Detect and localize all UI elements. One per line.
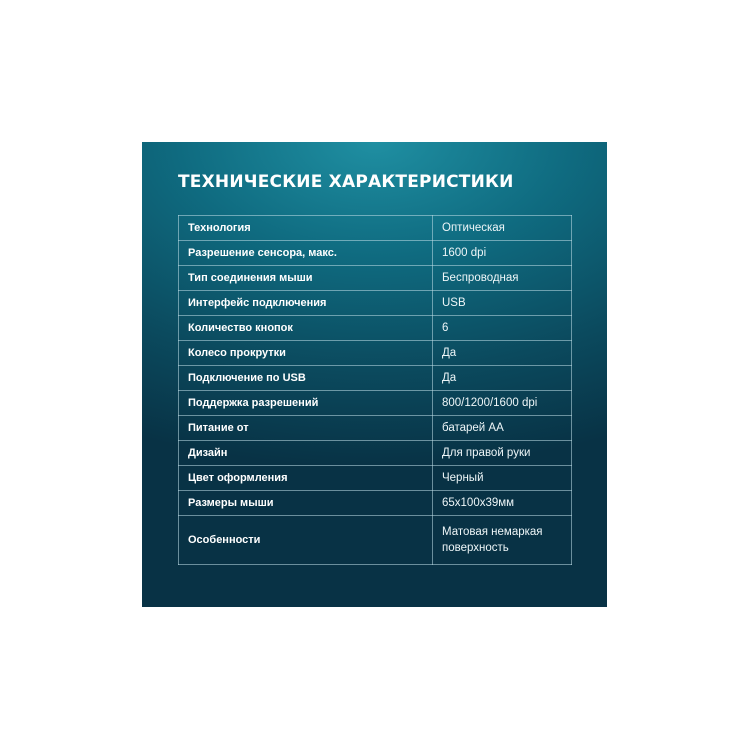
spec-card (142, 142, 607, 607)
page-title: ТЕХНИЧЕСКИЕ ХАРАКТЕРИСТИКИ (178, 172, 514, 192)
spec-key: Количество кнопок (179, 316, 433, 341)
spec-value: Для правой руки (433, 441, 572, 466)
spec-key: Питание от (179, 416, 433, 441)
spec-value: батарей АА (433, 416, 572, 441)
spec-value: 65х100х39мм (433, 491, 572, 516)
table-row (179, 391, 572, 416)
spec-key: Интерфейс подключения (179, 291, 433, 316)
spec-key: Цвет оформления (179, 466, 433, 491)
spec-value: Да (433, 366, 572, 391)
table-row (179, 216, 572, 241)
spec-value: 800/1200/1600 dpi (433, 391, 572, 416)
spec-value: Беспроводная (433, 266, 572, 291)
table-row (179, 441, 572, 466)
spec-key: Технология (179, 216, 433, 241)
table-row (179, 466, 572, 491)
table-row (179, 241, 572, 266)
spec-key: Дизайн (179, 441, 433, 466)
table-row (179, 291, 572, 316)
table-row (179, 366, 572, 391)
table-row (179, 516, 572, 565)
spec-value: USB (433, 291, 572, 316)
table-row (179, 341, 572, 366)
spec-key: Разрешение сенсора, макс. (179, 241, 433, 266)
spec-key: Подключение по USB (179, 366, 433, 391)
spec-value: Матовая немаркая поверхность (433, 516, 572, 565)
spec-key: Особенности (179, 516, 433, 565)
spec-key: Размеры мыши (179, 491, 433, 516)
table-row (179, 316, 572, 341)
spec-key: Поддержка разрешений (179, 391, 433, 416)
spec-value: Да (433, 341, 572, 366)
table-row (179, 491, 572, 516)
spec-key: Колесо прокрутки (179, 341, 433, 366)
spec-value: Оптическая (433, 216, 572, 241)
spec-value: 6 (433, 316, 572, 341)
spec-key: Тип соединения мыши (179, 266, 433, 291)
table-row (179, 266, 572, 291)
spec-value: Черный (433, 466, 572, 491)
spec-table (178, 215, 572, 565)
spec-value: 1600 dpi (433, 241, 572, 266)
table-row (179, 416, 572, 441)
